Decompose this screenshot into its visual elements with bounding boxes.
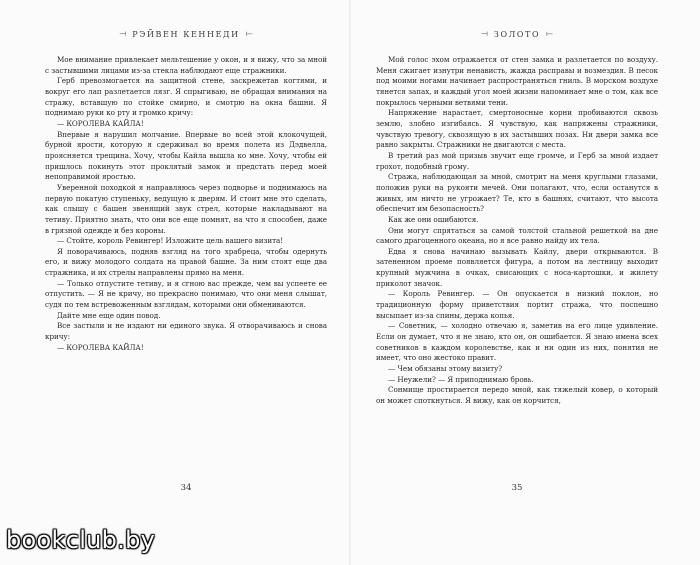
- header-ornament-right-icon: ⟝: [546, 29, 553, 38]
- paragraph: Уверенной походкой я направляюсь через подворье и поднимаюсь на первую покатую ступеньку, ведущую к дверям. И стоит мне это сделать, как слышу с башен звенящий звук стрел, которые накладывают на тетиву. Приятно знать, что они все еще помнят, на что я способен, даже в грязной одежде и без короны.: [45, 182, 327, 235]
- paragraph: Стража, наблюдающая за мной, смотрит на меня круглыми глазами, положив руки на рукояти мечей. Они полагают, что, если останутся в живых, им ничто не угрожает? Те, кто в башнях, считают, что высота обеспечит им безопасность?: [376, 172, 658, 214]
- left-page: [45, 28, 327, 493]
- paragraph: Я поворачиваюсь, подняв взгляд на того храбреца, чтобы одернуть его, и вижу молодого солдата на правой башне. За ним стоят еще два стражника, и их стрелы направлены прямо на меня.: [45, 246, 327, 278]
- left-running-header: [45, 28, 327, 40]
- paragraph: Все застыли и не издают ни единого звука. Я отворачиваюсь и снова кричу:: [45, 321, 327, 342]
- paragraph: В третий раз мой призыв звучит еще громче, и Герб за мной издает грохот, подобный грому.: [376, 150, 658, 171]
- paragraph: — КОРОЛЕВА КАЙЛА!: [57, 342, 144, 352]
- paragraph: Мой голос эхом отражается от стен замка и разлетается по воздуху. Меня сжигает изнутри ненависть, жажда расправы и возмездия. В песок под моими ногами начинает распространяться гниль. В морском воздухе тянется запах, и каждый угол моей жизни напоминает мне о том, как все покрылось черными ветвями тени.: [376, 55, 658, 107]
- paragraph: — Чем обязаны этому визиту?: [388, 364, 503, 374]
- paragraph: Сонмище простирается передо мной, как тяжелый ковер, о который он может споткнуться. Я вижу, как он корчится,: [376, 385, 658, 405]
- book-gutter: [349, 0, 351, 565]
- paragraph: Герб превозмогается на защитной стене, заскрежетав когтями, и вокруг его лап разлетается лязг. Я спрыгиваю, не обращая внимания на стражу, вставшую по стойке смирно, и смотрю на окна башни. Я поднимаю руки ко рту и громко кричу:: [45, 76, 327, 118]
- left-page-number: 34: [180, 483, 192, 493]
- paragraph: — Только отпустите тетиву, и я сгною вас прежде, чем вы успеете ее отпустить. — Я не кричу, но прекрасно понимаю, что они меня слышат, судя по тем встревоженным взглядам, которыми они обмениваются.: [45, 278, 327, 310]
- paragraph: Напряжение нарастает, смертоносные корни пробиваются сквозь землю, злобно изгибаясь. Я чувствую, как напряжены стражники, чувствую тревогу, сквозящую в их застывших позах. Ни двери замка все равно закрыты. Стражники не двигаются с места.: [376, 108, 658, 150]
- header-ornament-left-icon: ⟞: [481, 29, 488, 38]
- paragraph: — Король Ревингер. — Он опускается в низкий поклон, но традиционную форму приветствия портит стража, что поспешно высыпает из-за спины, держа копья.: [376, 289, 658, 320]
- paragraph: — Советник, — холодно отвечаю я, заметив на его лице удивление. Если он думает, что я не знаю, кто он, он ошибается. Я знаю имена всех советников в каждом королевстве, как и ни один из них, понятия не имеет, что оно жестоко правит.: [376, 321, 658, 363]
- header-ornament-left-icon: ⟞: [119, 29, 127, 38]
- right-header-text: ЗОЛОТО: [493, 29, 541, 39]
- paragraph: Впервые я нарушил молчание. Впервые во всей этой клокочущей, бурной ярости, которую я сдерживал во время полета из Дэдвелла, проясняется трещина. Хочу, чтобы Кайла вышла ко мне. Хочу, чтобы ей пришлось покинуть этот проклятый замок и предстать перед моей непоправимой яростью.: [45, 129, 327, 182]
- left-header-text: РЭЙВЕН КЕННЕДИ: [132, 29, 240, 39]
- paragraph: Едва я снова начинаю вызывать Кайлу, двери открываются. В затененном проеме появляется фигура, а потом на лестницу выходит крупный мужчина в очках, свисающих с носа-картошки, и жилету приколот значок.: [376, 246, 658, 288]
- paragraph: Дайте мне еще один повод.: [57, 310, 161, 320]
- paragraph: Как же они ошибаются.: [388, 214, 479, 224]
- paragraph: Мое внимание привлекает мельтешение у окон, и я вижу, что за мной с застывшими лицами из-за стекла наблюдают еще стражники.: [45, 55, 327, 75]
- header-ornament-right-icon: ⟝: [245, 29, 253, 38]
- right-page: [376, 28, 658, 493]
- paragraph: — Стойте, король Ревингер! Изложите цель вашего визита!: [57, 236, 284, 246]
- right-body-text: [376, 55, 658, 465]
- paragraph: — КОРОЛЕВА КАЙЛА!: [57, 118, 144, 128]
- right-page-number: 35: [511, 483, 523, 493]
- paragraph: Они могут спрятаться за самой толстой стальной решеткой на дне самого драгоценного океана, но я все равно найду их тела.: [376, 225, 658, 246]
- watermark-logo: bookclub.by: [6, 526, 156, 554]
- left-body-text: [45, 55, 327, 465]
- right-running-header: [376, 28, 658, 40]
- paragraph: — Неужели? — Я приподнимаю бровь.: [388, 374, 534, 384]
